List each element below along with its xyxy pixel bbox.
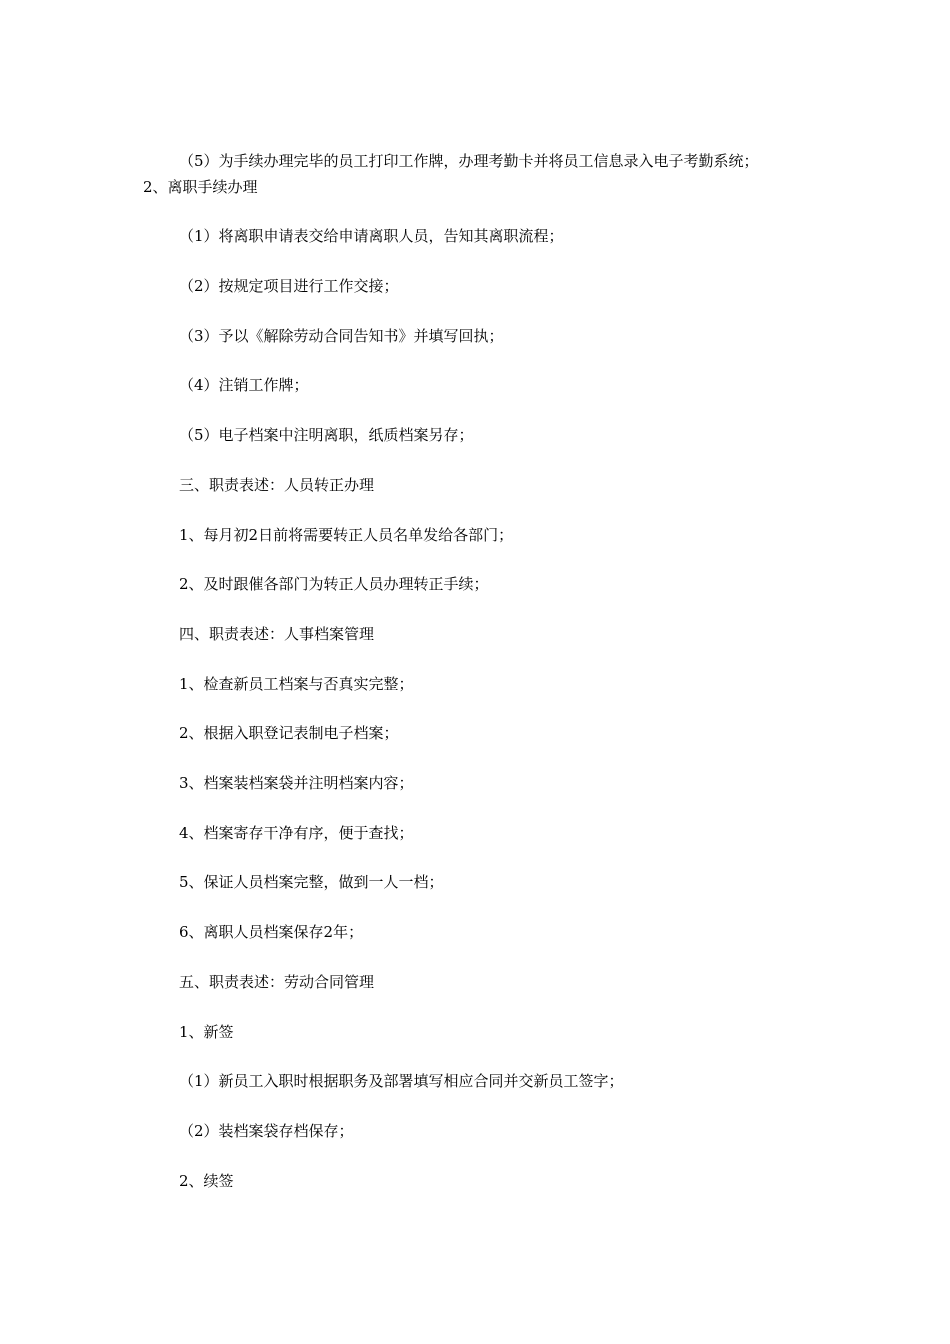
paragraph-line: （2）按规定项目进行工作交接； (179, 277, 399, 295)
paragraph-line: 6、离职人员档案保存2年； (179, 923, 364, 941)
paragraph-line: （1）将离职申请表交给申请离职人员，告知其离职流程； (179, 227, 564, 245)
section-heading: 四、职责表述：人事档案管理 (179, 625, 375, 643)
paragraph-line: 4、档案寄存干净有序，便于查找； (179, 824, 414, 842)
section-heading: 五、职责表述：劳动合同管理 (179, 973, 375, 991)
section-heading: 2、离职手续办理 (143, 178, 258, 196)
paragraph-line: 2、根据入职登记表制电子档案； (179, 724, 399, 742)
paragraph-line: （2）装档案袋存档保存； (179, 1122, 354, 1140)
paragraph-line: 5、保证人员档案完整，做到一人一档； (179, 873, 444, 891)
paragraph-line: 2、及时跟催各部门为转正人员办理转正手续； (179, 575, 489, 593)
paragraph-line: （1）新员工入职时根据职务及部署填写相应合同并交新员工签字； (179, 1072, 624, 1090)
paragraph-line: 3、档案装档案袋并注明档案内容； (179, 774, 414, 792)
paragraph-line: （4）注销工作牌； (179, 376, 309, 394)
subsection-heading: 2、续签 (179, 1172, 234, 1190)
paragraph-line: （3）予以《解除劳动合同告知书》并填写回执； (179, 327, 504, 345)
subsection-heading: 1、新签 (179, 1023, 234, 1041)
paragraph-line: （5）电子档案中注明离职，纸质档案另存； (179, 426, 474, 444)
paragraph-line: （5）为手续办理完毕的员工打印工作牌，办理考勤卡并将员工信息录入电子考勤系统； (179, 152, 759, 170)
paragraph-line: 1、检查新员工档案与否真实完整； (179, 675, 414, 693)
paragraph-line: 1、每月初2日前将需要转正人员名单发给各部门； (179, 526, 514, 544)
section-heading: 三、职责表述：人员转正办理 (179, 476, 375, 494)
